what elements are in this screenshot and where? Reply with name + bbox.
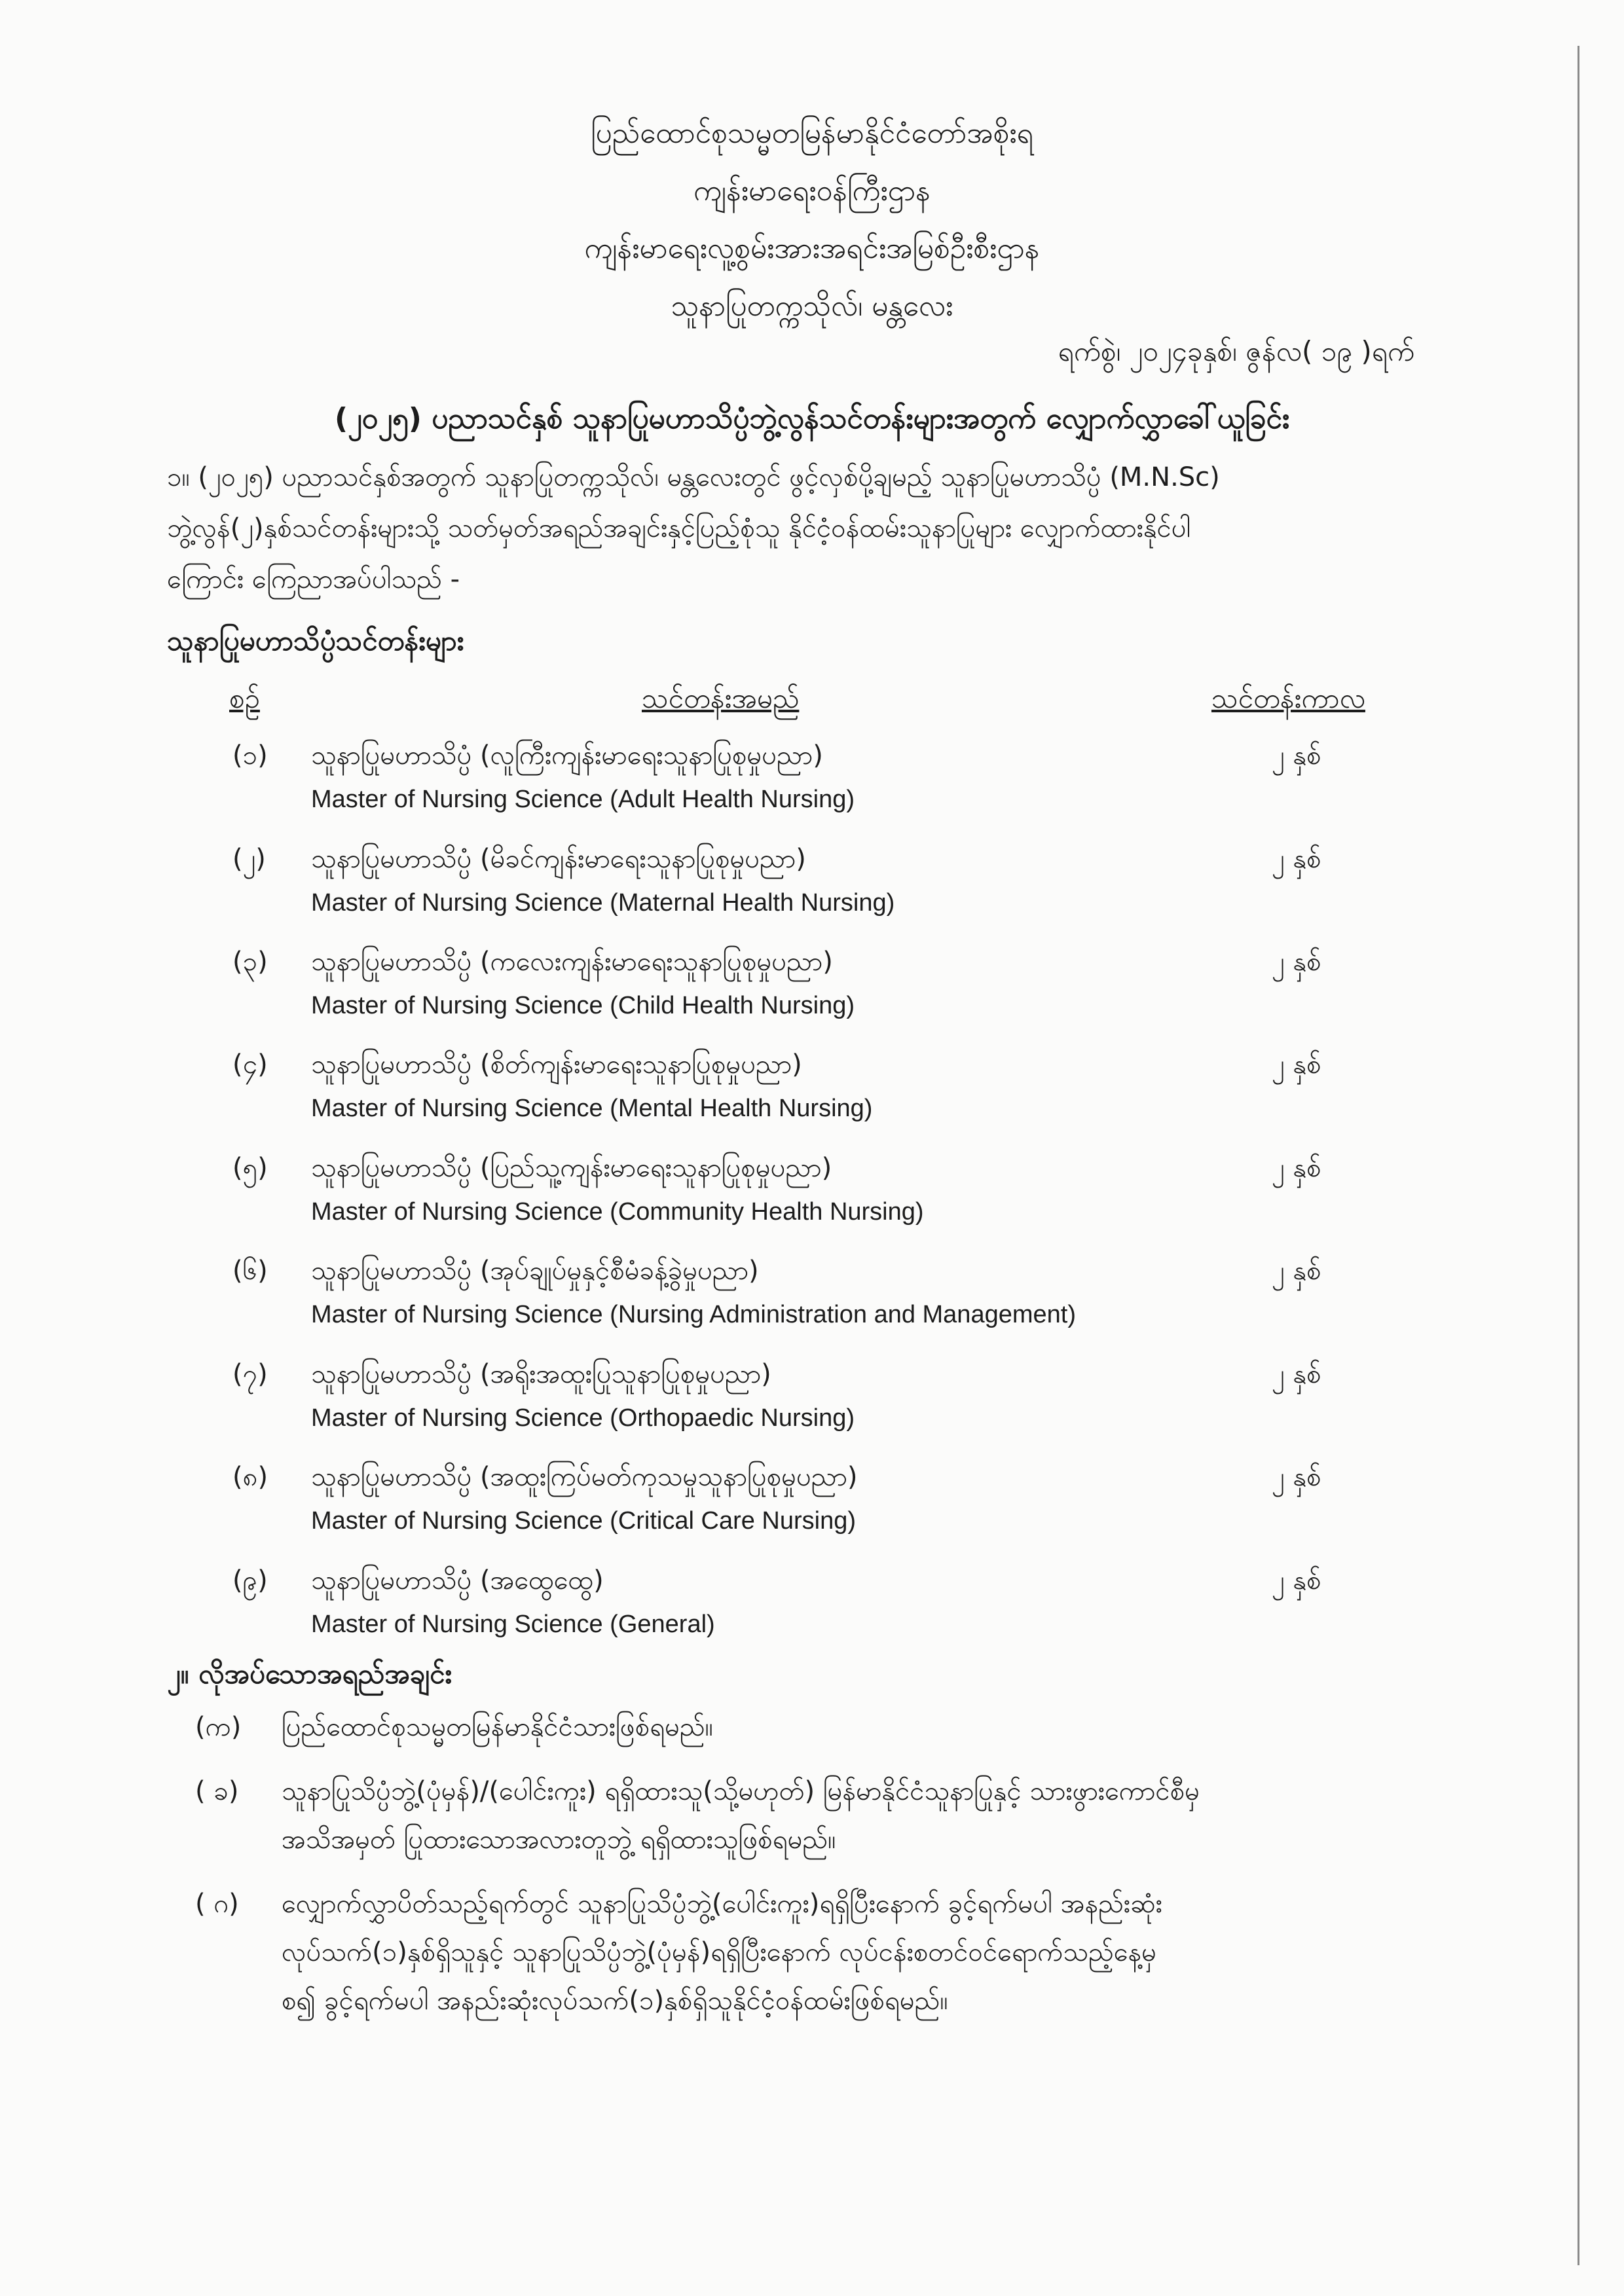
requirement-label: ( ဂ)	[195, 1889, 239, 1919]
course-row	[0, 1563, 1624, 1662]
course-row	[0, 1357, 1624, 1455]
intro-paragraph	[167, 452, 1437, 605]
course-duration: ၂ နှစ်	[1272, 1153, 1321, 1183]
course-duration: ၂ နှစ်	[1272, 740, 1321, 771]
course-duration: ၂ နှစ်	[1272, 947, 1321, 977]
document-subject: (၂၀၂၅) ပညာသင်နှစ် သူနာပြုမဟာသိပ္ပံဘွဲ့လွန်သင်တန်းများအတွက် လျှောက်လွှာခေါ်ယူခြင်း	[334, 402, 1290, 435]
course-number: (၁)	[232, 740, 268, 771]
courses-section-title: သူနာပြုမဟာသိပ္ပံသင်တန်းများ	[167, 625, 464, 657]
course-row	[0, 1048, 1624, 1146]
requirement-text: အသိအမှတ် ပြုထားသောအလားတူဘွဲ့ ရရှိထားသူဖြစ်ရမည်။	[282, 1825, 836, 1855]
requirement-label: ( ခ)	[195, 1776, 239, 1806]
requirement-text: စ၍ ခွင့်ရက်မပါ အနည်းဆုံးလုပ်သက်(၁)နှစ်ရှိသူနိုင်ငံ့ဝန်ထမ်းဖြစ်ရမည်။	[282, 1986, 948, 2016]
requirement-text: လျှောက်လွှာပိတ်သည့်ရက်တွင် သူနာပြုသိပ္ပံဘွဲ့(ပေါင်းကူး)ရရှိပြီးနောက် ခွင့်ရက်မပါ အနည်းဆုံး	[282, 1889, 1162, 1919]
department-name: ကျန်းမာရေးလူ့စွမ်းအားအရင်းအမြစ်ဦးစီးဌာန	[584, 232, 1040, 265]
course-duration: ၂ နှစ်	[1272, 1565, 1321, 1595]
course-number: (၄)	[232, 1049, 268, 1080]
course-number: (၃)	[232, 947, 268, 977]
course-row	[0, 1254, 1624, 1352]
government-name: ပြည်ထောင်စုသမ္မတမြန်မာနိုင်ငံတော်အစိုးရ	[591, 117, 1033, 150]
column-header-no: စဉ်	[229, 682, 260, 714]
course-duration: ၂ နှစ်	[1272, 1359, 1321, 1389]
requirement-text: လုပ်သက်(၁)နှစ်ရှိသူနှင့် သူနာပြုသိပ္ပံဘွဲ့(ပုံမှန်)ရရှိပြီးနောက် လုပ်ငန်းစတင်ဝင်ရောက်သည့်နေ့မှ	[282, 1937, 1157, 1967]
course-row	[0, 842, 1624, 940]
course-duration: ၂ နှစ်	[1272, 1462, 1321, 1492]
course-number: (၆)	[232, 1256, 268, 1286]
requirement-label: (က)	[195, 1712, 242, 1742]
course-name-english: Master of Nursing Science (Orthopaedic Nursing)	[311, 1404, 855, 1432]
requirement-text: သူနာပြုသိပ္ပံဘွဲ့(ပုံမှန်)/(ပေါင်းကူး) ရရှိထားသူ(သို့မဟုတ်) မြန်မာနိုင်ငံသူနာပြုနှင့် သားဖွားကောင်စီမှ	[282, 1776, 1200, 1806]
course-name-myanmar: သူနာပြုမဟာသိပ္ပံ (အရိုးအထူးပြုသူနာပြုစုမှုပညာ)	[311, 1359, 771, 1389]
course-name-english: Master of Nursing Science (Child Health Nursing)	[311, 992, 855, 1019]
course-name-english: Master of Nursing Science (Maternal Health Nursing)	[311, 889, 895, 917]
course-name-english: Master of Nursing Science (Adult Health Nursing)	[311, 786, 855, 813]
course-name-english: Master of Nursing Science (General)	[311, 1611, 715, 1638]
intro-line: ကြောင်း ကြေညာအပ်ပါသည် -	[167, 564, 460, 594]
requirement-text: ပြည်ထောင်စုသမ္မတမြန်မာနိုင်ငံသားဖြစ်ရမည်။	[282, 1712, 713, 1742]
course-name-myanmar: သူနာပြုမဟာသိပ္ပံ (အထူးကြပ်မတ်ကုသမှုသူနာပြုစုမှုပညာ)	[311, 1462, 858, 1492]
course-name-myanmar: သူနာပြုမဟာသိပ္ပံ (မိခင်ကျန်းမာရေးသူနာပြုစုမှုပညာ)	[311, 844, 806, 874]
course-name-myanmar: သူနာပြုမဟာသိပ္ပံ (လူကြီးကျန်းမာရေးသူနာပြုစုမှုပညာ)	[311, 740, 823, 771]
column-header-duration: သင်တန်းကာလ	[1211, 682, 1365, 714]
column-header-course-name: သင်တန်းအမည်	[642, 682, 800, 714]
document-header	[0, 105, 1624, 335]
course-number: (၇)	[232, 1359, 268, 1389]
course-name-english: Master of Nursing Science (Community Health Nursing)	[311, 1198, 924, 1226]
course-name-myanmar: သူနာပြုမဟာသိပ္ပံ (စိတ်ကျန်းမာရေးသူနာပြုစုမှုပညာ)	[311, 1049, 802, 1080]
course-number: (၅)	[232, 1153, 268, 1183]
course-name-english: Master of Nursing Science (Mental Health Nursing)	[311, 1095, 873, 1122]
course-row	[0, 945, 1624, 1043]
course-number: (၈)	[232, 1462, 268, 1492]
course-row	[0, 1151, 1624, 1249]
requirements-title: ၂။ လိုအပ်သောအရည်အချင်း	[167, 1658, 452, 1690]
course-name-myanmar: သူနာပြုမဟာသိပ္ပံ (ပြည်သူ့ကျန်းမာရေးသူနာပြုစုမှုပညာ)	[311, 1153, 832, 1183]
course-name-myanmar: သူနာပြုမဟာသိပ္ပံ (အုပ်ချုပ်မှုနှင့်စီမံခန့်ခွဲမှုပညာ)	[311, 1256, 759, 1286]
course-duration: ၂ နှစ်	[1272, 1049, 1321, 1080]
document-date: ရက်စွဲ၊ ၂၀၂၄ခုနှစ်၊ ဇွန်လ( ၁၉ )ရက်	[1058, 335, 1414, 367]
course-duration: ၂ နှစ်	[1272, 1256, 1321, 1286]
course-number: (၂)	[232, 844, 266, 874]
university-name: သူနာပြုတက္ကသိုလ်၊ မန္တလေး	[671, 289, 953, 323]
course-name-english: Master of Nursing Science (Critical Care Nursing)	[311, 1507, 857, 1535]
intro-line: ၁။ (၂၀၂၅) ပညာသင်နှစ်အတွက် သူနာပြုတက္ကသိုလ်၊ မန္တလေးတွင် ဖွင့်လှစ်ပို့ချမည့် သူနာပြုမဟာသိပ္ပံ (M.N.Sc)	[167, 462, 1220, 492]
course-row	[0, 1460, 1624, 1558]
course-row	[0, 738, 1624, 837]
intro-line: ဘွဲ့လွန်(၂)နှစ်သင်တန်းများသို့ သတ်မှတ်အရည်အချင်းနှင့်ပြည့်စုံသူ နိုင်ငံ့ဝန်ထမ်းသူနာပြုများ လျှောက်ထားနိုင်ပါ	[167, 513, 1191, 543]
ministry-name: ကျန်းမာရေးဝန်ကြီးဌာန	[693, 174, 931, 208]
course-number: (၉)	[232, 1565, 268, 1595]
course-name-myanmar: သူနာပြုမဟာသိပ္ပံ (ကလေးကျန်းမာရေးသူနာပြုစုမှုပညာ)	[311, 947, 833, 977]
course-name-english: Master of Nursing Science (Nursing Administration and Management)	[311, 1301, 1076, 1328]
course-name-myanmar: သူနာပြုမဟာသိပ္ပံ (အထွေထွေ)	[311, 1565, 604, 1595]
course-duration: ၂ နှစ်	[1272, 844, 1321, 874]
